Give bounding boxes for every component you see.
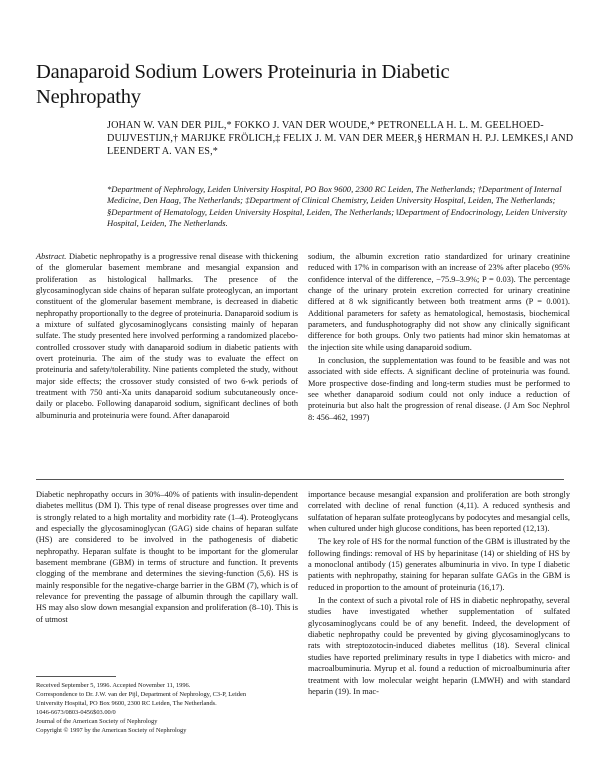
abstract-paragraph: In conclusion, the supplementation was found to be feasible and was not associated with side effects. A significant decline of proteinuria was found. More prospective dose-finding and long-term studies must be performed to see whether danaparoid sodium could not only induce a reduction of proteinuria but also halt the progression of renal disease. (J Am Soc Nephrol 8: 456–462, 1997) [308, 356, 570, 422]
abstract-paragraph: sodium, the albumin excretion ratio standardized for urinary creatinine reduced with 17% in comparison with an increase of 23% after placebo (95% confidence interval of the difference, −75.9–3.9%; P = 0.03). The percentage change of the urinary protein excretion corrected for urinary creatinine differed at 8 wk significantly between both treatment arms (P = 0.001). Additional parameters for safety as hematological, hemostasis, biochemical parameters, and fundusphotography did not show any clinically significant difference for both groups. Only two patients had minor skin hematomas at the injection site while using danaparoid sodium. [308, 252, 570, 352]
body-paragraph: In the context of such a pivotal role of HS in diabetic nephropathy, several studies have investigated whether supplementation of sulfated glycosaminoglycans could be of any benefit. Indeed, the development of diabetic nephropathy could be prevented by giving glycosaminoglycans to rats with streptozotocin-induced diabetes mellitus (18). Several clinical studies have reported preliminary results in type I diabetics with micro- and macroalbuminuria. Myrup et al. found a reduction of microalbuminuria after treatment with low molecular weight heparin (LMWH) and with standard heparin (19). In mac- [308, 596, 570, 696]
copyright-notice: Copyright © 1997 by the American Society of Nephrology [36, 726, 187, 734]
abstract-right-column [308, 251, 570, 423]
abstract-text: Diabetic nephropathy is a progressive renal disease with thickening of the glomerular basement membrane and mesangial expansion and proliferation as histological hallmarks. The presence of the glycosaminoglycan side chains of heparan sulfate proteoglycan, an important constituent of the glomerular basement membrane, is decreased in diabetic nephropathy proportionally to the degree of proteinuria. Danaparoid sodium is a mixture of sulfated glycosaminoglycans consisting mainly of heparan sulfate. The study presented here involved performing a randomized placebo-controlled crossover study with danaparoid sodium in diabetic patients with overt proteinuria. The aim of the study was to evaluate the effect on proteinuria and safety/tolerability. Nine patients completed the study, without major side effects; the crossover study consisted of two 6-wk periods of treatment with 750 anti-Xa units danaparoid sodium subcutaneously once-daily or placebo. Following danaparoid sodium, significant declines of both albuminuria and proteinuria were found. After danaparoid [36, 252, 298, 420]
body-right-column [308, 489, 570, 697]
abstract-left-column [36, 251, 298, 421]
section-divider [36, 479, 564, 480]
body-left-column [36, 489, 298, 625]
correspondence-line: Correspondence to Dr. J.W. van der Pijl, Department of Nephrology, C3-P, Leiden [36, 690, 247, 698]
footnotes [36, 682, 298, 735]
article-code: 1046-6673/0803-0456$03.00/0 [36, 708, 116, 716]
abstract-label: Abstract. [36, 252, 67, 261]
correspondence-line: University Hospital, PO Box 9600, 2300 RC Leiden, The Netherlands. [36, 699, 217, 707]
abstract-paragraph [36, 251, 298, 421]
body-paragraph: The key role of HS for the normal function of the GBM is illustrated by the following findings: removal of HS by heparinitase (14) or shielding of HS by a monoclonal antibody (15) generates albuminuria in vivo. In type I diabetic patients with nephropathy, staining for heparan sulfate GAGs in the GBM is reduced in proportion to the amount of proteinuria (16,17). [308, 537, 570, 592]
affiliation-list: *Department of Nephrology, Leiden University Hospital, PO Box 9600, 2300 RC Leiden, The Netherlands; †Department of Internal Medicine, Den Haag, The Netherlands; ‡Department of Clinical Chemistry, Leiden University Hospital, Leiden, The Netherlands; §Department of Hematology, Leiden University Hospital, Leiden, The Netherlands; ‖Department of Endocrinology, Leiden University Hospital, Leiden, The Netherlands. [107, 184, 567, 229]
body-paragraph: importance because mesangial expansion and proliferation are both strongly correlated with decline of renal function (4,11). A reduced synthesis and sulfatation of heparan sulfate proteoglycans by podocytes and mesangial cells, when cultured under high glucose conditions, has been reported (12,13). [308, 490, 570, 534]
journal-name: Journal of the American Society of Nephrology [36, 717, 158, 725]
received-date: Received September 5, 1996. Accepted November 11, 1996. [36, 682, 191, 689]
footnote-divider [36, 676, 116, 677]
body-paragraph: Diabetic nephropathy occurs in 30%–40% of patients with insulin-dependent diabetes mellitus (DM I). This type of renal disease progresses over time and is strongly related to a high mortality and morbidity rate (1–4). Proteoglycans and especially the glycosaminoglycan (GAG) side chains of heparan sulfate (HS) are considered to be involved in the pathogenesis of diabetic nephropathy. Heparan sulfate is thought to be important for the glomerular basement membrane (GBM) in terms of structure and function. It prevents clogging of the membrane and determines the sieving-function (5,6). HS is mainly responsible for the negative-charge barrier in the GBM (7), which is of relevance for preventing the passage of albumin through the capillary wall. HS may also slow down mesangial expansion and proliferation (8–10). This is of utmost [36, 490, 298, 624]
article-title: Danaparoid Sodium Lowers Proteinuria in Diabetic Nephropathy [36, 61, 450, 108]
author-list: JOHAN W. VAN DER PIJL,* FOKKO J. VAN DER WOUDE,* PETRONELLA H. L. M. GEELHOED-DUIJVESTIJN,† MARIJKE FRÖLICH,‡ FELIX J. M. VAN DER MEER,§ HERMAN H. P.J. LEMKES,‖ AND LEENDERT A. VAN ES,* [107, 120, 574, 158]
